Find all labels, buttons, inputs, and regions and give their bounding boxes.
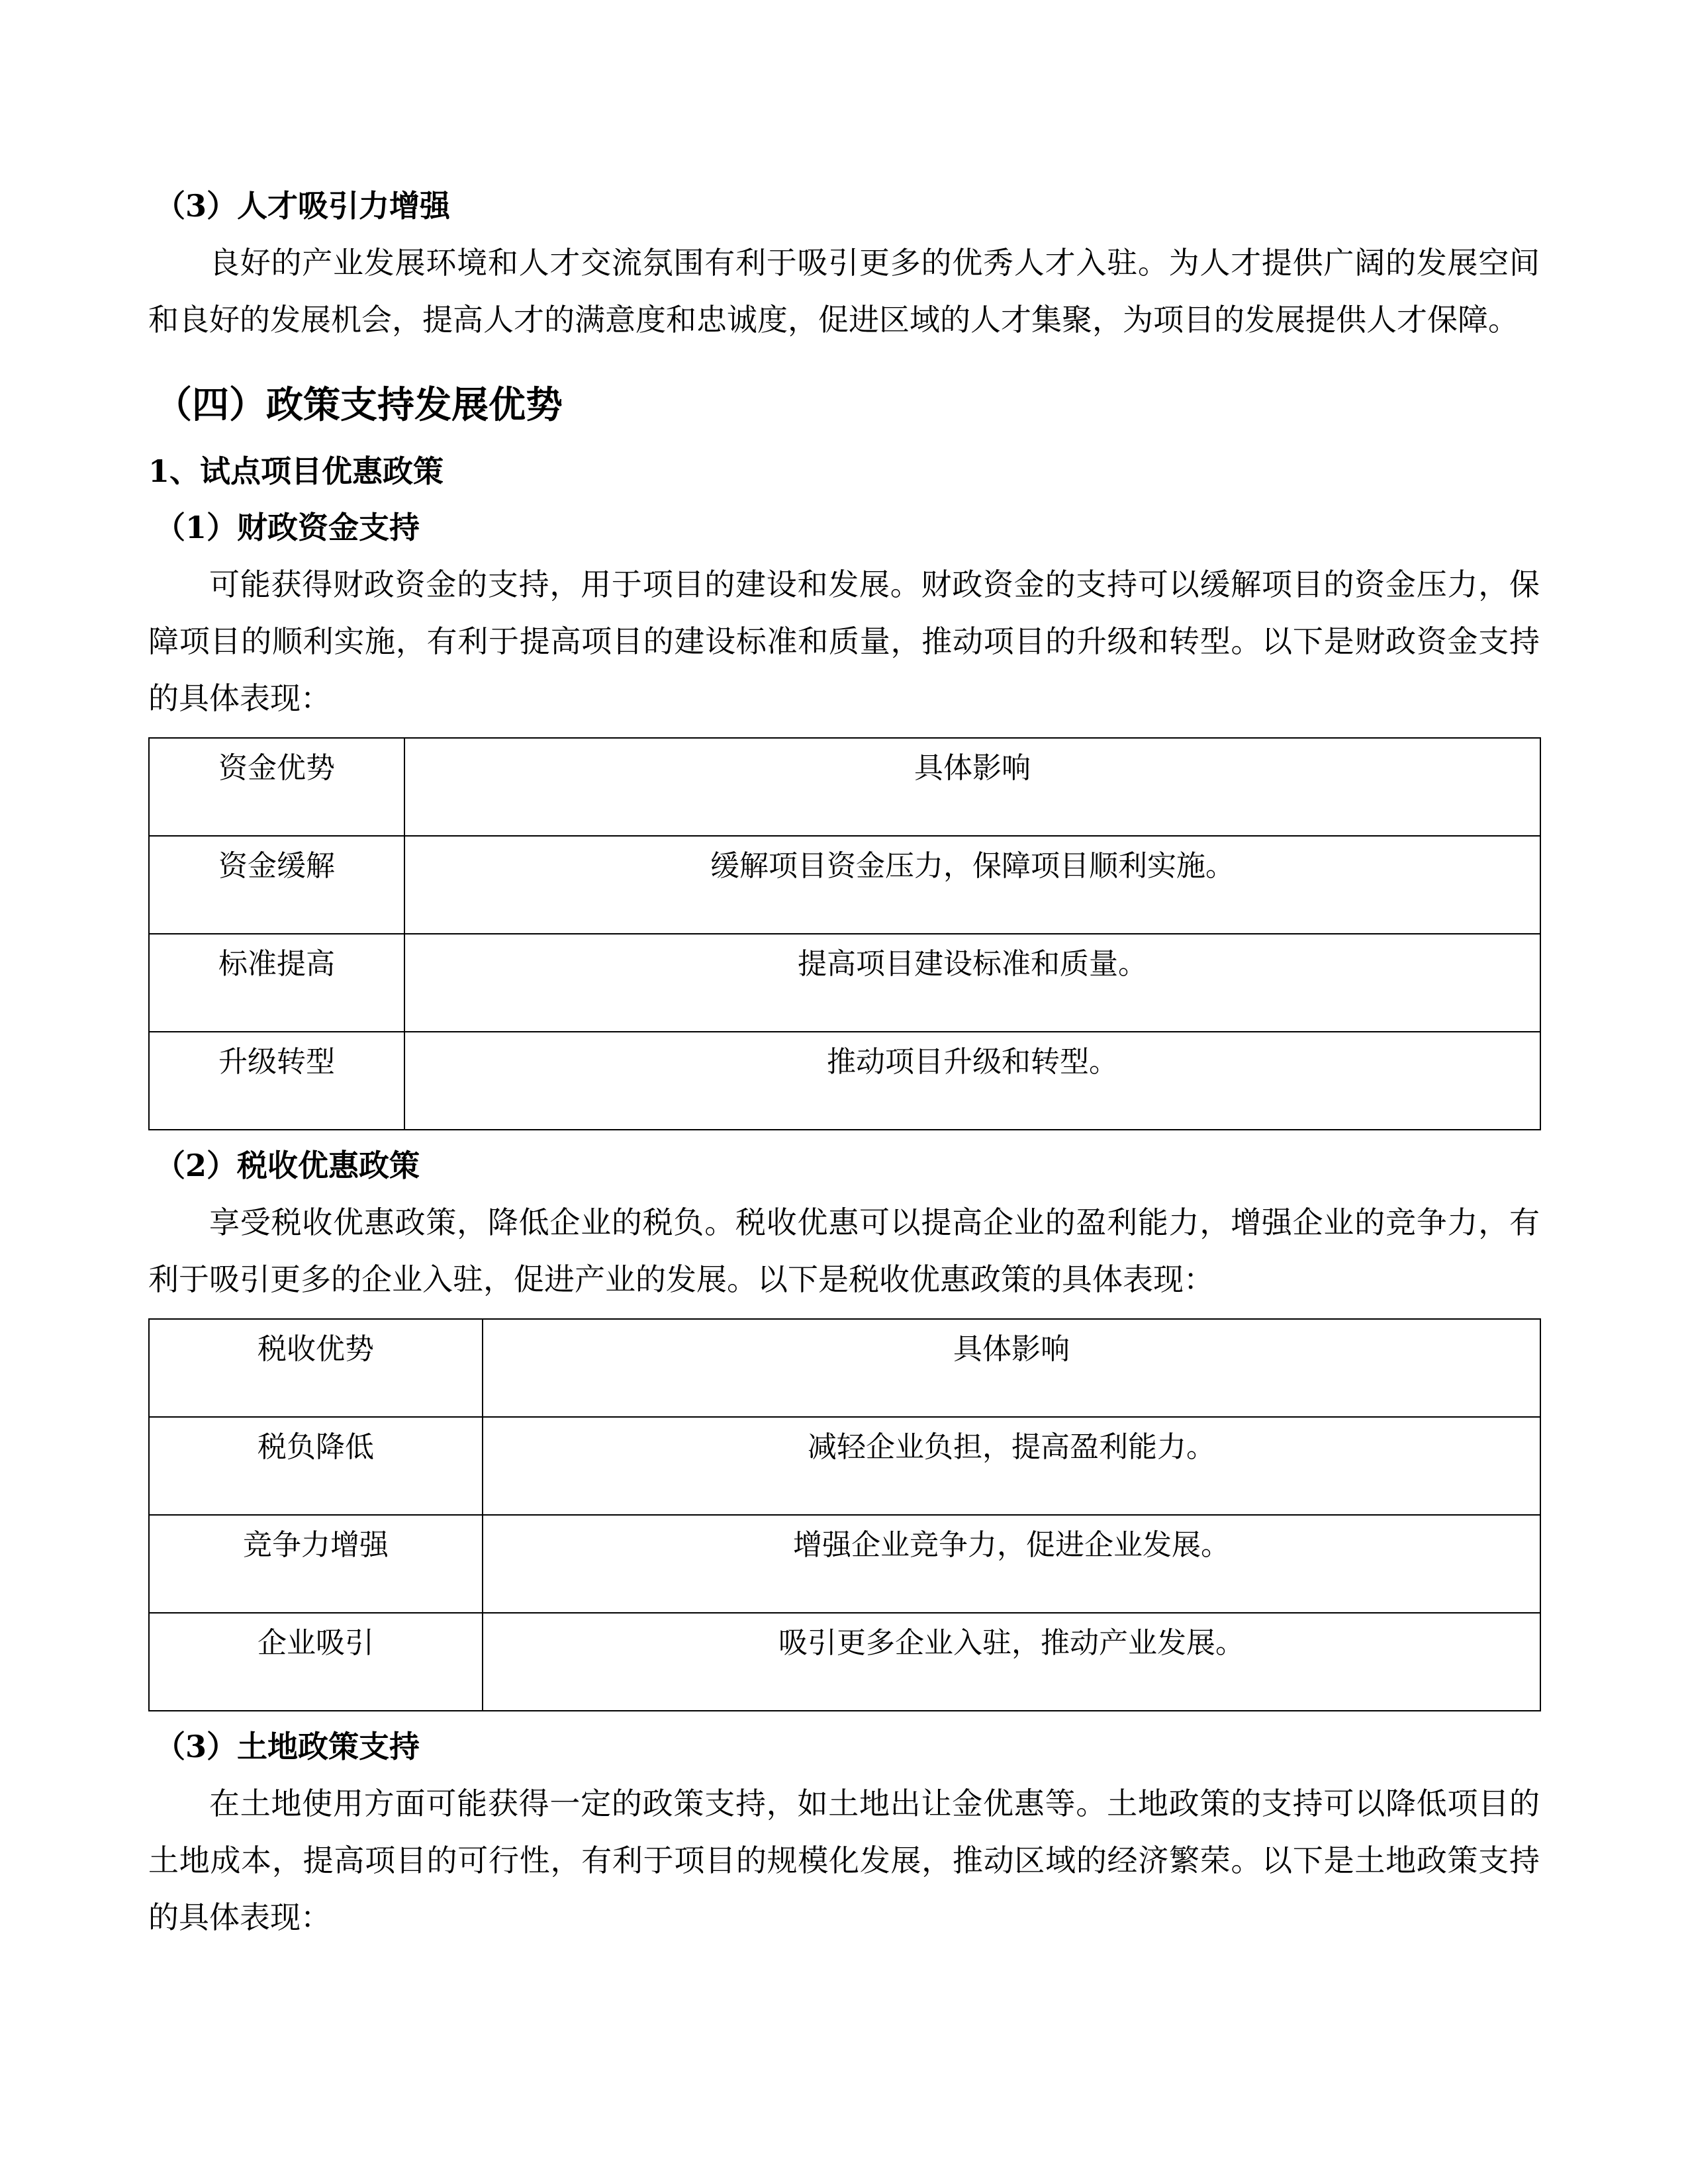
table-row [149, 934, 1540, 1032]
table-cell: 升级转型 [149, 1032, 404, 1130]
heading-pilot-preferential-policy: 1、试点项目优惠政策 [148, 453, 444, 489]
table-row [149, 1417, 1540, 1515]
table-cell: 税负降低 [149, 1417, 483, 1515]
table-row [149, 1515, 1540, 1613]
table-header-row [149, 738, 1540, 836]
table-row [149, 1032, 1540, 1130]
paragraph-land-policy-support: 在土地使用方面可能获得一定的政策支持，如土地出让金优惠等。土地政策的支持可以降低项目的土地成本，提高项目的可行性，有利于项目的规模化发展，推动区域的经济繁荣。以下是土地政策支持的具体表现： [148, 1786, 1540, 1935]
table-header-cell: 具体影响 [404, 738, 1540, 836]
table-cell: 竞争力增强 [149, 1515, 483, 1613]
table-row [149, 1613, 1540, 1711]
table-cell: 提高项目建设标准和质量。 [404, 934, 1540, 1032]
table-cell: 资金缓解 [149, 836, 404, 934]
paragraph-talent-attraction: 良好的产业发展环境和人才交流氛围有利于吸引更多的优秀人才入驻。为人才提供广阔的发展空间和良好的发展机会，提高人才的满意度和忠诚度，促进区域的人才集聚，为项目的发展提供人才保障。 [148, 245, 1540, 338]
table-header-row [149, 1319, 1540, 1417]
heading-tax-preferential-policy: （2）税收优惠政策 [155, 1148, 420, 1183]
paragraph-tax-preferential-policy: 享受税收优惠政策，降低企业的税负。税收优惠可以提高企业的盈利能力，增强企业的竞争力，有利于吸引更多的企业入驻，促进产业的发展。以下是税收优惠政策的具体表现： [148, 1205, 1540, 1297]
table-cell: 减轻企业负担，提高盈利能力。 [483, 1417, 1540, 1515]
table-row [149, 836, 1540, 934]
table-header-cell: 资金优势 [149, 738, 404, 836]
table-cell: 缓解项目资金压力，保障项目顺利实施。 [404, 836, 1540, 934]
table-cell: 标准提高 [149, 934, 404, 1032]
heading-land-policy-support: （3）土地政策支持 [155, 1729, 420, 1764]
table-header-cell: 具体影响 [483, 1319, 1540, 1417]
heading-policy-support-advantage: （四）政策支持发展优势 [155, 383, 563, 427]
document-body [148, 177, 1540, 1946]
paragraph-fiscal-fund-support: 可能获得财政资金的支持，用于项目的建设和发展。财政资金的支持可以缓解项目的资金压力，保障项目的顺利实施，有利于提高项目的建设标准和质量，推动项目的升级和转型。以下是财政资金支持的具体表现： [148, 567, 1540, 716]
table-tax-advantages [148, 1318, 1541, 1711]
table-header-cell: 税收优势 [149, 1319, 483, 1417]
table-cell: 推动项目升级和转型。 [404, 1032, 1540, 1130]
table-fiscal-fund-advantages [148, 737, 1541, 1130]
heading-fiscal-fund-support: （1）财政资金支持 [155, 510, 420, 545]
table-cell: 吸引更多企业入驻，推动产业发展。 [483, 1613, 1540, 1711]
table-cell: 增强企业竞争力，促进企业发展。 [483, 1515, 1540, 1613]
table-cell: 企业吸引 [149, 1613, 483, 1711]
heading-talent-attraction: （3）人才吸引力增强 [155, 188, 451, 224]
